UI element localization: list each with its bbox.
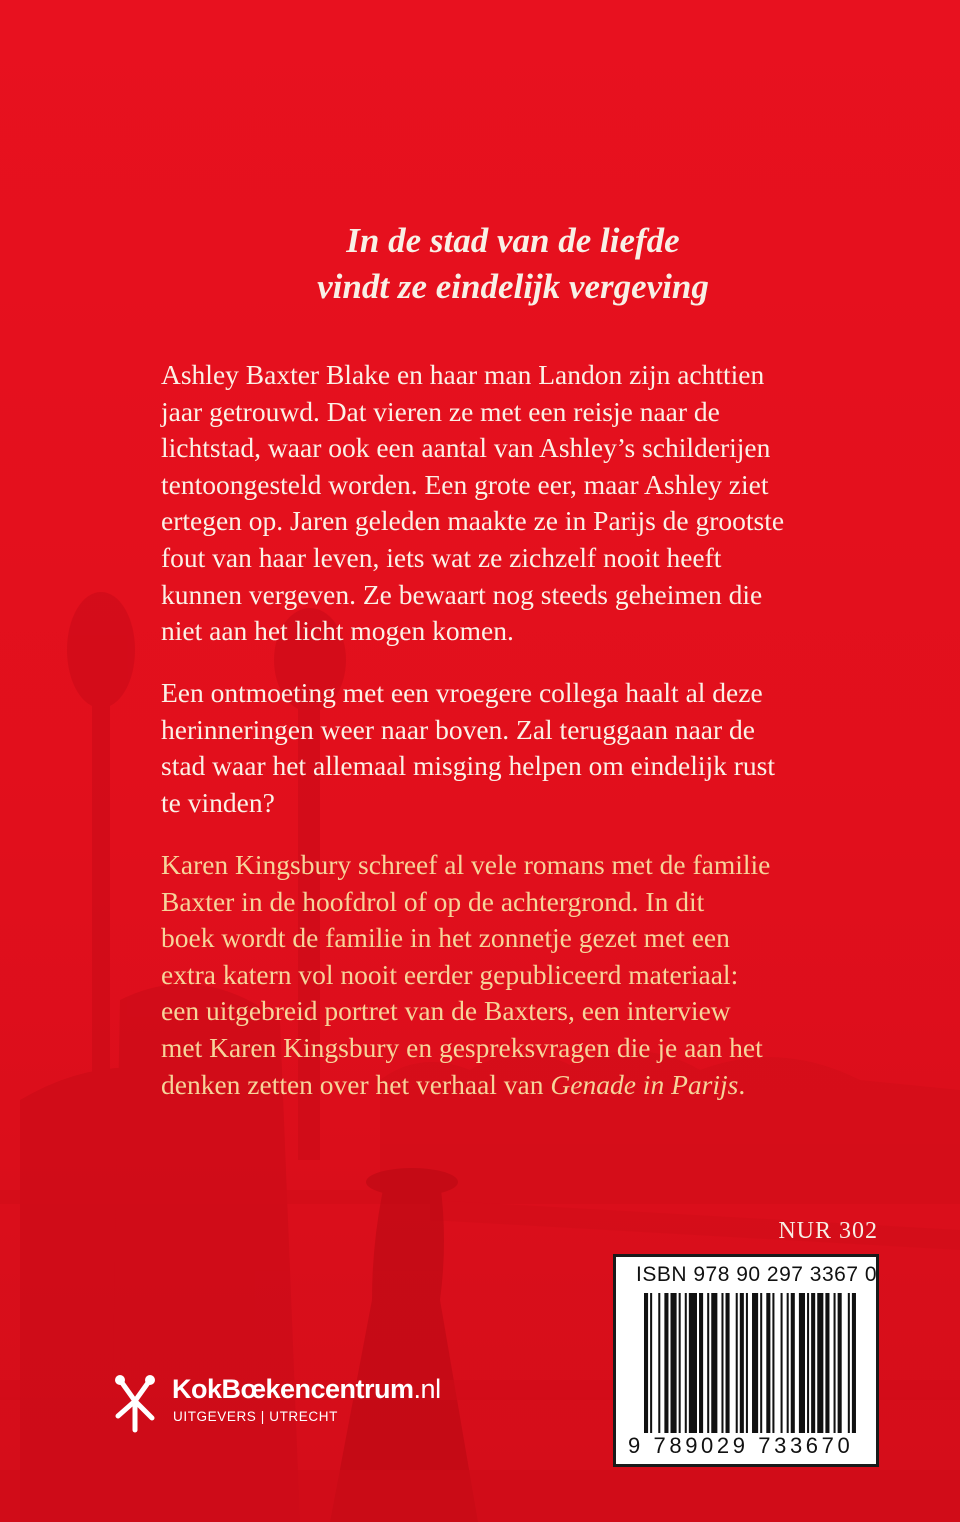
text-line: te vinden? xyxy=(161,786,275,818)
text-line: kunnen vergeven. Ze bewaart nog steeds geheimen die xyxy=(161,578,763,610)
text-line: niet aan het licht mogen komen. xyxy=(161,615,514,647)
barcode-bar xyxy=(811,1293,815,1433)
barcode-bar xyxy=(807,1293,809,1433)
book-title: Genade in Parijs xyxy=(550,1068,739,1100)
barcode-bar xyxy=(685,1293,687,1433)
barcode-bar xyxy=(772,1293,774,1433)
barcode-bar xyxy=(848,1293,850,1433)
text-line: Een ontmoeting met een vroegere collega haalt al deze xyxy=(161,677,763,708)
nur-code: NUR 302 xyxy=(778,1218,878,1244)
isbn-label: ISBN 978 90 297 3367 0 xyxy=(636,1263,878,1286)
publisher-emblem-icon xyxy=(112,1366,158,1436)
barcode-bar xyxy=(825,1293,829,1433)
barcode-bar xyxy=(679,1293,681,1433)
text-line: Ashley Baxter Blake en haar man Landon zijn achttien xyxy=(161,359,765,390)
publisher-name xyxy=(172,1374,441,1405)
synopsis-paragraph-1 xyxy=(161,357,861,650)
text-line: een uitgebreid portret van de Baxters, een interview xyxy=(161,995,731,1027)
barcode xyxy=(644,1293,858,1433)
isbn-barcode-box xyxy=(613,1254,879,1467)
barcode-bar xyxy=(689,1293,697,1433)
text-line: ertegen op. Jaren geleden maakte ze in Parijs de grootste xyxy=(161,505,785,537)
publisher-logo xyxy=(112,1366,492,1436)
text-line: lichtstad, waar ook een aantal van Ashley’s schilderijen xyxy=(161,432,771,464)
tagline-line: In de stad van de liefde xyxy=(346,221,680,260)
barcode-bar xyxy=(752,1293,758,1433)
barcode-bar xyxy=(650,1293,652,1433)
barcode-bar xyxy=(736,1293,738,1433)
text-line: stad waar het allemaal misging helpen om eindelijk rust xyxy=(161,750,775,782)
barcode-bar xyxy=(644,1293,648,1433)
text-line: met Karen Kingsbury en gespreksvragen die je aan het xyxy=(161,1031,763,1063)
publisher-name-text: KokBœkencentrum xyxy=(172,1374,414,1404)
text-line: tentoongesteld worden. Een grote eer, maar Ashley ziet xyxy=(161,468,769,500)
barcode-bar xyxy=(799,1293,805,1433)
barcode-bar xyxy=(721,1293,723,1433)
barcode-bar xyxy=(791,1293,795,1433)
barcode-bar xyxy=(766,1293,770,1433)
barcode-bar xyxy=(740,1293,744,1433)
barcode-bar xyxy=(671,1293,677,1433)
barcode-bar xyxy=(699,1293,703,1433)
text-line: jaar getrouwd. Dat vieren ze met een reisje naar de xyxy=(161,395,720,427)
author-paragraph xyxy=(161,847,861,1103)
barcode-bar xyxy=(746,1293,748,1433)
tagline xyxy=(0,218,960,310)
synopsis-paragraph-2 xyxy=(161,675,861,821)
barcode-bar xyxy=(838,1293,842,1433)
text-line xyxy=(161,1067,861,1104)
text-line: boek wordt de familie in het zonnetje gezet met een xyxy=(161,922,730,954)
barcode-bar xyxy=(707,1293,709,1433)
tagline-line: vindt ze eindelijk vergeving xyxy=(317,267,709,306)
text-line: Karen Kingsbury schreef al vele romans met de familie xyxy=(161,849,771,880)
publisher-tld: .nl xyxy=(413,1374,441,1404)
barcode-bar xyxy=(852,1293,856,1433)
text-line: extra katern vol nooit eerder gepubliceerd materiaal: xyxy=(161,958,739,990)
barcode-bar xyxy=(726,1293,730,1433)
barcode-digits: 9 789029 733670 xyxy=(628,1433,854,1458)
text-line: fout van haar leven, iets wat ze zichzelf nooit heeft xyxy=(161,541,722,573)
text-line: Baxter in de hoofdrol of op de achtergrond. In dit xyxy=(161,885,705,917)
text-fragment: denken zetten over het verhaal van xyxy=(161,1068,551,1100)
barcode-bar xyxy=(760,1293,762,1433)
barcode-bar xyxy=(817,1293,823,1433)
barcode-bar xyxy=(787,1293,789,1433)
publisher-subtitle: UITGEVERS | UTRECHT xyxy=(173,1409,338,1424)
text-line: herinneringen weer naar boven. Zal teruggaan naar de xyxy=(161,713,756,745)
barcode-bar xyxy=(664,1293,668,1433)
barcode-bar xyxy=(781,1293,783,1433)
text-fragment: . xyxy=(738,1068,746,1100)
barcode-bar xyxy=(711,1293,717,1433)
barcode-bar xyxy=(834,1293,836,1433)
barcode-bar xyxy=(658,1293,660,1433)
